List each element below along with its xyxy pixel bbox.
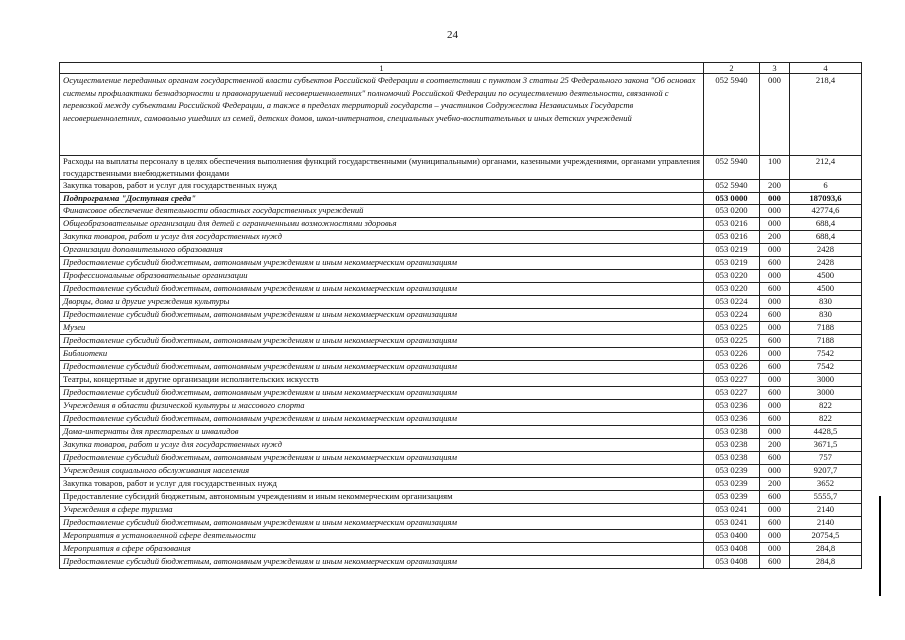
row-amount: 4500 [790,270,862,283]
table-row [60,322,862,335]
row-expense-type: 200 [760,439,790,452]
row-code: 053 0216 [704,231,760,244]
table-row [60,348,862,361]
row-name: Предоставление субсидий бюджетным, автономным учреждениям и иным некоммерческим организациям [60,413,704,426]
row-expense-type: 000 [760,244,790,257]
row-amount: 830 [790,296,862,309]
table-row [60,205,862,218]
row-code: 053 0236 [704,413,760,426]
table-row [60,74,862,156]
row-amount: 7542 [790,361,862,374]
row-code: 053 0224 [704,309,760,322]
row-name: Учреждения в области физической культуры и массового спорта [60,400,704,413]
table-row [60,400,862,413]
row-name: Мероприятия в установленной сфере деятельности [60,530,704,543]
row-amount: 4428,5 [790,426,862,439]
header-col-2: 2 [704,63,760,74]
row-name: Предоставление субсидий бюджетным, автономным учреждениям и иным некоммерческим организациям [60,491,704,504]
table-row [60,335,862,348]
row-code: 052 5940 [704,180,760,193]
table-header-row [60,63,862,74]
row-code: 053 0227 [704,387,760,400]
row-code: 053 0238 [704,452,760,465]
row-code: 053 0200 [704,205,760,218]
row-code: 053 0225 [704,335,760,348]
row-amount: 822 [790,400,862,413]
scan-margin-line [879,496,881,596]
row-expense-type: 100 [760,156,790,180]
row-expense-type: 600 [760,257,790,270]
table-row [60,517,862,530]
row-expense-type: 600 [760,452,790,465]
row-amount: 3652 [790,478,862,491]
table-row [60,543,862,556]
row-name: Музеи [60,322,704,335]
row-amount: 688,4 [790,231,862,244]
table-row [60,491,862,504]
row-code: 053 0400 [704,530,760,543]
row-expense-type: 200 [760,180,790,193]
row-code: 053 0216 [704,218,760,231]
table-row [60,309,862,322]
row-name: Дома-интернаты для престарелых и инвалидов [60,426,704,439]
table-row [60,283,862,296]
row-amount: 2140 [790,504,862,517]
table-row [60,180,862,193]
row-amount: 7188 [790,322,862,335]
row-code: 053 0224 [704,296,760,309]
row-code: 052 5940 [704,156,760,180]
row-code: 053 0225 [704,322,760,335]
row-amount: 7542 [790,348,862,361]
row-name: Предоставление субсидий бюджетным, автономным учреждениям и иным некоммерческим организациям [60,283,704,296]
row-code: 053 0239 [704,478,760,491]
row-expense-type: 200 [760,478,790,491]
row-amount: 212,4 [790,156,862,180]
row-name: Предоставление субсидий бюджетным, автономным учреждениям и иным некоммерческим организациям [60,257,704,270]
table-row [60,452,862,465]
row-amount: 3671,5 [790,439,862,452]
row-expense-type: 000 [760,504,790,517]
row-amount: 3000 [790,387,862,400]
row-name: Мероприятия в сфере образования [60,543,704,556]
row-code: 053 0238 [704,439,760,452]
row-expense-type: 000 [760,218,790,231]
row-amount: 284,8 [790,556,862,569]
row-code: 053 0226 [704,361,760,374]
row-code: 053 0220 [704,283,760,296]
header-col-1: 1 [60,63,704,74]
row-name: Организации дополнительного образования [60,244,704,257]
row-expense-type: 200 [760,231,790,244]
row-code: 053 0241 [704,517,760,530]
row-code: 053 0238 [704,426,760,439]
page-number: 24 [447,29,458,41]
row-name: Предоставление субсидий бюджетным, автономным учреждениям и иным некоммерческим организациям [60,517,704,530]
row-expense-type: 000 [760,205,790,218]
row-expense-type: 600 [760,556,790,569]
table-row [60,270,862,283]
row-code: 053 0236 [704,400,760,413]
row-amount: 42774,6 [790,205,862,218]
row-name: Закупка товаров, работ и услуг для государственных нужд [60,439,704,452]
row-expense-type: 000 [760,374,790,387]
row-name: Театры, концертные и другие организации исполнительских искусств [60,374,704,387]
table-row [60,374,862,387]
table-row [60,439,862,452]
table-row [60,193,862,205]
row-amount: 7188 [790,335,862,348]
header-col-4: 4 [790,63,862,74]
row-expense-type: 600 [760,517,790,530]
row-name: Подпрограмма "Доступная среда" [60,193,704,205]
table-row [60,413,862,426]
row-name: Осуществление переданных органам государственной власти субъектов Российской Федерации в соответствии с пунктом 3 статьи 25 Федерального закона "Об основах системы профилактики безнадзорности и правонарушений несовершеннолетних" полномочий Российской Федерации по осуществлению деятельности, связанной с перевозкой между субъектами Российской Федерации, а также в пределах территорий государств – участников Содружества Независимых Государств несовершеннолетних, самовольно ушедших из семей, детских домов, школ-интернатов, специальных учебно-воспитательных и иных детских учреждений [60,74,704,156]
row-amount: 6 [790,180,862,193]
row-expense-type: 600 [760,309,790,322]
row-expense-type: 600 [760,413,790,426]
row-expense-type: 600 [760,361,790,374]
row-name: Закупка товаров, работ и услуг для государственных нужд [60,180,704,193]
row-expense-type: 000 [760,426,790,439]
row-name: Закупка товаров, работ и услуг для государственных нужд [60,478,704,491]
row-expense-type: 000 [760,193,790,205]
row-name: Учреждения в сфере туризма [60,504,704,517]
row-expense-type: 600 [760,491,790,504]
row-amount: 20754,5 [790,530,862,543]
row-code: 053 0239 [704,465,760,478]
table-row [60,504,862,517]
row-name: Общеобразовательные организации для детей с ограниченными возможностями здоровья [60,218,704,231]
row-name: Предоставление субсидий бюджетным, автономным учреждениям и иным некоммерческим организациям [60,556,704,569]
row-name: Закупка товаров, работ и услуг для государственных нужд [60,231,704,244]
table-row [60,361,862,374]
row-code: 053 0408 [704,543,760,556]
row-code: 053 0241 [704,504,760,517]
row-name: Предоставление субсидий бюджетным, автономным учреждениям и иным некоммерческим организациям [60,452,704,465]
table-row [60,387,862,400]
row-code: 053 0239 [704,491,760,504]
row-expense-type: 000 [760,543,790,556]
row-code: 053 0219 [704,244,760,257]
table-row [60,426,862,439]
row-amount: 2140 [790,517,862,530]
row-name: Расходы на выплаты персоналу в целях обеспечения выполнения функций государственными (муниципальными) органами, казенными учреждениями, органами управления государственными внебюджетными фондами [60,156,704,180]
row-code: 052 5940 [704,74,760,156]
row-amount: 2428 [790,244,862,257]
row-name: Дворцы, дома и другие учреждения культуры [60,296,704,309]
table-row [60,530,862,543]
row-code: 053 0220 [704,270,760,283]
row-amount: 757 [790,452,862,465]
row-expense-type: 000 [760,530,790,543]
row-amount: 5555,7 [790,491,862,504]
row-code: 053 0219 [704,257,760,270]
row-code: 053 0408 [704,556,760,569]
row-expense-type: 600 [760,283,790,296]
header-col-3: 3 [760,63,790,74]
budget-table [59,62,862,569]
table-row [60,465,862,478]
table-row [60,296,862,309]
row-expense-type: 000 [760,322,790,335]
row-expense-type: 000 [760,74,790,156]
row-amount: 822 [790,413,862,426]
row-amount: 2428 [790,257,862,270]
row-name: Предоставление субсидий бюджетным, автономным учреждениям и иным некоммерческим организациям [60,309,704,322]
row-name: Библиотеки [60,348,704,361]
row-expense-type: 000 [760,465,790,478]
row-amount: 9207,7 [790,465,862,478]
row-name: Учреждения социального обслуживания населения [60,465,704,478]
row-amount: 284,8 [790,543,862,556]
table-row [60,244,862,257]
row-amount: 688,4 [790,218,862,231]
table-row [60,156,862,180]
row-expense-type: 000 [760,348,790,361]
table-row [60,231,862,244]
table-row [60,478,862,491]
row-name: Финансовое обеспечение деятельности областных государственных учреждений [60,205,704,218]
row-amount: 4500 [790,283,862,296]
row-name: Предоставление субсидий бюджетным, автономным учреждениям и иным некоммерческим организациям [60,361,704,374]
row-code: 053 0000 [704,193,760,205]
table-row [60,556,862,569]
row-code: 053 0227 [704,374,760,387]
row-amount: 187093,6 [790,193,862,205]
table-row [60,218,862,231]
row-amount: 830 [790,309,862,322]
row-expense-type: 000 [760,270,790,283]
row-name: Профессиональные образовательные организации [60,270,704,283]
row-expense-type: 000 [760,400,790,413]
row-expense-type: 000 [760,296,790,309]
row-amount: 218,4 [790,74,862,156]
row-name: Предоставление субсидий бюджетным, автономным учреждениям и иным некоммерческим организациям [60,387,704,400]
table-row [60,257,862,270]
row-name: Предоставление субсидий бюджетным, автономным учреждениям и иным некоммерческим организациям [60,335,704,348]
row-expense-type: 600 [760,387,790,400]
row-code: 053 0226 [704,348,760,361]
row-expense-type: 600 [760,335,790,348]
row-amount: 3000 [790,374,862,387]
